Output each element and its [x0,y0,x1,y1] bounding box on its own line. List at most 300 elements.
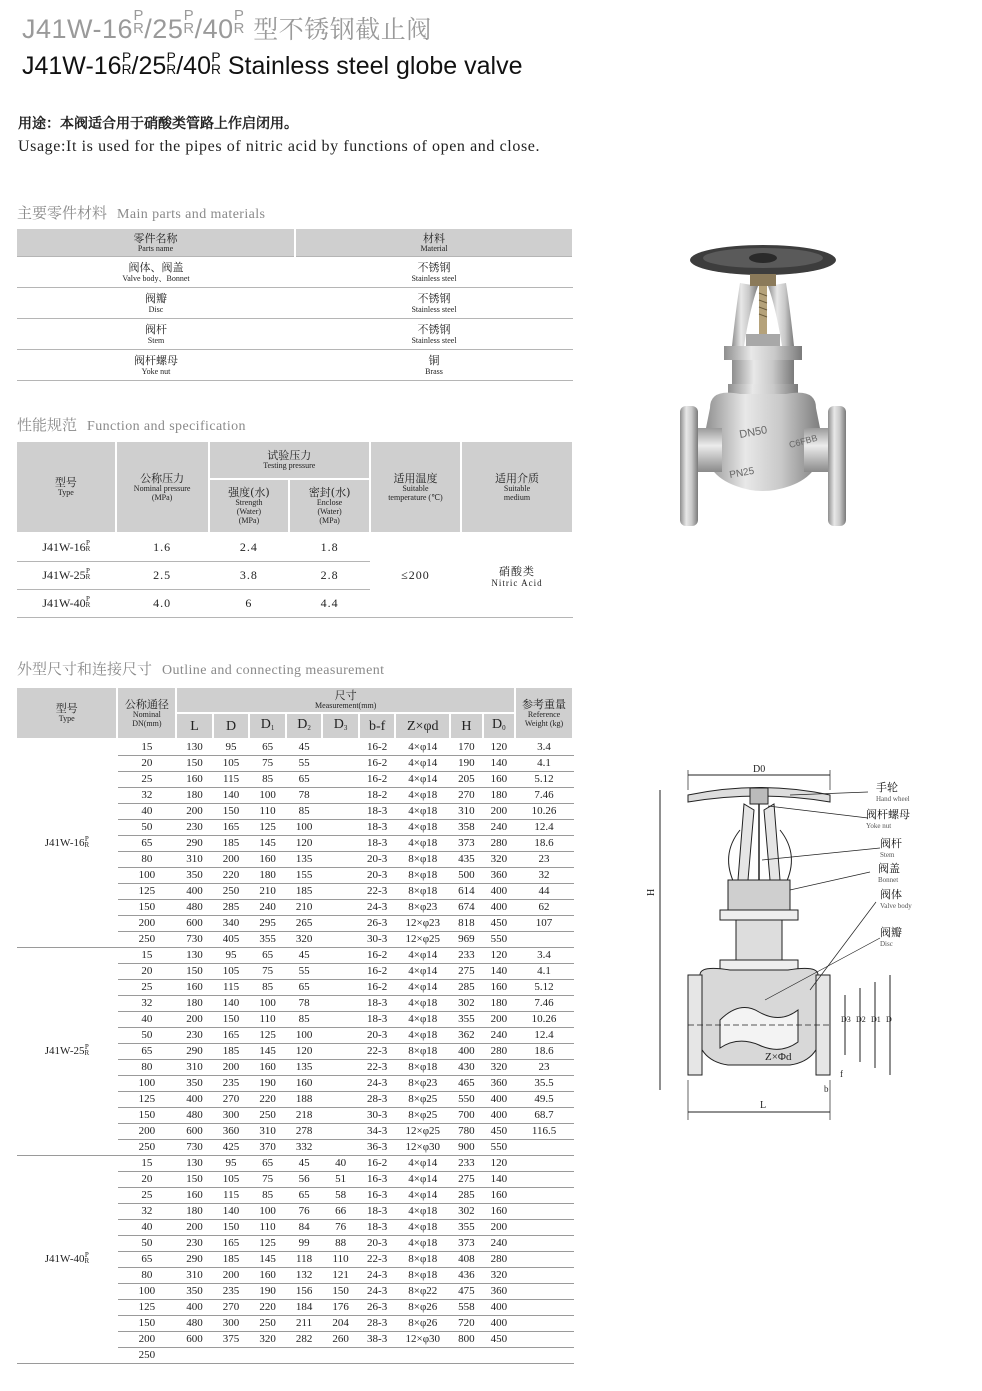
dims-cell: 16-2 [359,1156,396,1172]
dims-cell: 12.4 [515,820,573,836]
dims-cell: 99 [286,1236,323,1252]
dims-head-weight: 参考重量 Reference Weight (kg) [515,688,573,739]
dims-cell: 118 [286,1252,323,1268]
dims-cell: 180 [176,996,213,1012]
dims-cell: 100 [117,1284,176,1300]
dims-cell: 160 [176,980,213,996]
dims-cell: 8×φ25 [395,1092,450,1108]
dims-cell: 45 [286,1156,323,1172]
dims-row [17,739,573,756]
dims-cell: 4×φ18 [395,1028,450,1044]
parts-name-cn: 阀杆螺母 [134,353,178,367]
dims-cell: 180 [483,996,515,1012]
dims-cell: 674 [450,900,482,916]
type-pr-mark [85,1044,90,1056]
spec-seal-cell: 2.8 [289,562,370,590]
dims-cell: 190 [450,756,482,772]
dims-cell: 110 [322,1252,359,1268]
dims-cell: 150 [213,804,250,820]
dims-cell: 355 [249,932,286,948]
parts-material-cn: 不锈钢 [417,322,451,336]
usage-en: Usage:It is used for the pipes of nitric acid by functions of open and close. [18,138,541,155]
dims-cell: 20-3 [359,1028,396,1044]
dims-cell: 23 [515,1060,573,1076]
dims-cell: 180 [176,1204,213,1220]
dims-cell: 282 [286,1332,323,1348]
parts-material-cell [295,319,573,350]
dims-cell: 190 [249,1076,286,1092]
dims-cell: 85 [286,1012,323,1028]
dims-cell: 120 [483,1156,515,1172]
dims-cell: 18.6 [515,836,573,852]
parts-material-en: Stainless steel [411,304,457,314]
dims-cell: 140 [213,1204,250,1220]
dims-col-label: L [190,718,199,734]
dims-cell: 40 [117,1012,176,1028]
dims-cell: 400 [176,1092,213,1108]
dims-cell: 4×φ14 [395,1172,450,1188]
dims-cell: 8×φ26 [395,1300,450,1316]
dims-cell: 56 [286,1172,323,1188]
parts-name-cn: 阀体、阀盖 [128,260,184,274]
dims-table [17,688,574,1364]
dims-cell [322,739,359,756]
dims-cell: 38-3 [359,1332,396,1348]
dims-col-head [213,713,250,739]
dims-cell [515,1140,573,1156]
spec-seal-cell: 1.8 [289,533,370,562]
dims-cell [515,1172,573,1188]
dim-zd: Z×Φd [765,1051,792,1063]
dims-cell: 24-3 [359,1284,396,1300]
dims-cell: 55 [286,756,323,772]
dims-cell: 12×φ30 [395,1140,450,1156]
dims-cell: 4×φ18 [395,1236,450,1252]
dims-cell: 278 [286,1124,323,1140]
dims-cell: 8×φ18 [395,868,450,884]
dims-cell: 200 [213,852,250,868]
dims-cell: 400 [483,1092,515,1108]
dims-head-type: 型号 Type [17,688,117,739]
dims-cell: 78 [286,996,323,1012]
spec-head-strength: 强度(水) Strength (Water) (MPa) [209,479,290,533]
dims-cell: 200 [117,916,176,932]
dims-cell: 185 [286,884,323,900]
dims-cell: 360 [213,1124,250,1140]
dims-cell: 125 [249,1236,286,1252]
dims-cell: 302 [450,996,482,1012]
dims-cell [322,852,359,868]
dims-cell: 200 [213,1060,250,1076]
type-r: R [85,573,91,581]
spec-head-temp: 适用温度 Suitable temperature (℃) [370,442,461,533]
dims-cell: 240 [249,900,286,916]
dims-cell: 16-2 [359,964,396,980]
dims-cell [322,772,359,788]
dims-cell [322,884,359,900]
dims-cell: 78 [286,788,323,804]
dim-b: b [824,1084,829,1094]
dims-cell [322,756,359,772]
dims-cell: 730 [176,1140,213,1156]
label-stem: 阀杆 Stem [880,837,902,859]
dims-cell: 18-3 [359,1220,396,1236]
dims-cell: 285 [213,900,250,916]
dims-cell [322,1124,359,1140]
spec-pn-cell: 2.5 [116,562,209,590]
dims-cell: 480 [176,1108,213,1124]
dims-cell: 818 [450,916,482,932]
dims-cell: 200 [176,1012,213,1028]
dims-cell: 4×φ18 [395,836,450,852]
dims-cell: 900 [450,1140,482,1156]
dims-cell: 176 [322,1300,359,1316]
dims-cell: 4×φ18 [395,996,450,1012]
dims-cell: 24-3 [359,1076,396,1092]
dims-cell: 350 [176,1284,213,1300]
parts-material-cn: 不锈钢 [417,291,451,305]
dims-cell: 110 [249,804,286,820]
dims-cell: 75 [249,1172,286,1188]
parts-name-cell [17,319,295,350]
parts-material-en: Brass [425,366,443,376]
dims-cell: 500 [450,868,482,884]
dims-cell: 235 [213,1284,250,1300]
dims-cell [515,1268,573,1284]
dims-cell [515,1316,573,1332]
type-pr-mark [85,1252,90,1264]
dims-cell: 200 [483,1012,515,1028]
spec-head-seal: 密封(水) Enclose (Water) (MPa) [289,479,370,533]
dims-cell: 85 [286,804,323,820]
dims-cell: 140 [213,996,250,1012]
dims-cell: 4×φ14 [395,980,450,996]
dims-cell: 220 [249,1092,286,1108]
dims-col-sub: 3 [343,723,348,732]
dims-cell: 130 [176,1156,213,1172]
dims-cell: 20-3 [359,868,396,884]
dims-cell: 20 [117,964,176,980]
dims-cell: 15 [117,1156,176,1172]
dims-cell: 360 [483,1076,515,1092]
dims-cell: 50 [117,820,176,836]
spec-medium-en: Nitric Acid [491,578,543,588]
dims-cell: 145 [249,836,286,852]
dims-cell: 65 [286,772,323,788]
usage-cn: 用途：本阀适合用于硝酸类管路上作启闭用。 [18,116,298,132]
dims-cell [322,948,359,964]
dims-cell: 100 [286,1028,323,1044]
dims-cell: 250 [117,1348,176,1364]
dims-cell: 4×φ18 [395,820,450,836]
dims-cell: 400 [483,884,515,900]
dims-cell: 76 [322,1220,359,1236]
dims-cell: 290 [176,836,213,852]
dims-cell: 360 [483,868,515,884]
dims-cell: 105 [213,964,250,980]
dims-cell [515,1204,573,1220]
dims-cell: 32 [117,1204,176,1220]
dims-cell: 15 [117,739,176,756]
dims-cell: 400 [483,1108,515,1124]
dims-cell: 32 [515,868,573,884]
dim-f: f [840,1069,843,1079]
dims-cell: 8×φ18 [395,1060,450,1076]
dims-type-cell [17,1156,117,1364]
spec-medium-cn: 硝酸类 [499,565,536,578]
dims-cell: 18-3 [359,996,396,1012]
parts-name-cell [17,350,295,381]
dims-cell: 180 [176,788,213,804]
dims-cell: 780 [450,1124,482,1140]
dims-row [17,1156,573,1172]
parts-head-name: 零件名称 Parts name [17,229,295,257]
dims-cell [322,788,359,804]
dims-cell: 26-3 [359,916,396,932]
dims-cell: 285 [450,1188,482,1204]
dims-cell: 20 [117,756,176,772]
dims-cell: 66 [322,1204,359,1220]
dims-cell: 55 [286,964,323,980]
dims-cell: 8×φ25 [395,1108,450,1124]
spec-strength-cell: 6 [209,590,290,618]
dims-cell: 45 [286,948,323,964]
dims-cell: 218 [286,1108,323,1124]
dims-cell: 4.1 [515,964,573,980]
dims-cell: 320 [249,1332,286,1348]
dims-cell: 62 [515,900,573,916]
dims-cell: 16-2 [359,772,396,788]
dims-cell: 12×φ23 [395,916,450,932]
dims-cell [249,1348,286,1364]
dims-cell: 120 [286,1044,323,1060]
dims-cell: 250 [117,1140,176,1156]
dims-cell: 130 [176,948,213,964]
dims-cell: 100 [249,1204,286,1220]
dims-cell: 230 [176,1236,213,1252]
dims-cell: 16-3 [359,1188,396,1204]
dims-cell: 150 [117,1108,176,1124]
dims-cell: 65 [286,980,323,996]
dims-cell [322,1348,359,1364]
dims-cell [322,1108,359,1124]
dims-cell: 10.26 [515,1012,573,1028]
dims-cell: 360 [483,1284,515,1300]
dims-cell: 600 [176,1124,213,1140]
dims-cell: 480 [176,1316,213,1332]
dims-cell: 160 [249,852,286,868]
dims-cell: 100 [117,1076,176,1092]
dims-cell: 400 [176,1300,213,1316]
dim-h: H [646,888,657,896]
dims-cell: 40 [117,1220,176,1236]
dims-type-cell [17,948,117,1156]
dims-cell: 358 [450,820,482,836]
dims-cell: 4×φ18 [395,1012,450,1028]
spec-strength-cell: 2.4 [209,533,290,562]
spec-medium-cell [461,533,573,618]
dims-cell: 16-2 [359,739,396,756]
dims-cell: 310 [176,1060,213,1076]
dims-col-label: H [461,718,472,734]
dims-cell: 310 [249,1124,286,1140]
dims-cell [176,1348,213,1364]
type-p: P [86,595,90,603]
dims-cell: 120 [286,836,323,852]
dims-cell: 125 [117,884,176,900]
photo-pn-mark: PN25 [728,465,756,481]
dims-cell: 373 [450,836,482,852]
dims-cell: 150 [176,756,213,772]
dims-cell: 18-3 [359,820,396,836]
spec-row [17,533,573,562]
title-cn: J41W-16 P R /25 P R /40 P R 型不锈钢截止阀 [22,8,432,44]
dims-cell: 188 [286,1092,323,1108]
dims-cell: 75 [249,964,286,980]
label-disc: 阀瓣 Disc [880,926,902,948]
dims-cell: 150 [176,964,213,980]
type-pr-mark [86,568,91,580]
dims-cell [322,1076,359,1092]
dims-cell: 475 [450,1284,482,1300]
parts-head-material: 材料 Material [295,229,573,257]
dims-cell [322,1044,359,1060]
dims-cell: 22-3 [359,884,396,900]
dims-cell: 32 [117,788,176,804]
dims-cell: 68.7 [515,1108,573,1124]
dims-cell [322,1012,359,1028]
dims-cell: 40 [322,1156,359,1172]
dims-cell [322,916,359,932]
dims-cell: 240 [483,1028,515,1044]
dims-cell: 200 [483,804,515,820]
dims-cell: 115 [213,1188,250,1204]
dims-col-letter: D [297,716,308,732]
dims-cell: 22-3 [359,1060,396,1076]
dims-cell: 180 [249,868,286,884]
dims-cell: 107 [515,916,573,932]
parts-material-cn: 铜 [428,353,440,367]
dims-col-letter: D [260,716,271,732]
dims-cell: 450 [483,916,515,932]
dims-cell: 720 [450,1316,482,1332]
dims-col-head [450,713,482,739]
title-en: J41W-16 P R /25 P R /40 P R Stainless steel globe valve [22,50,523,80]
type-p: P [84,835,89,843]
dims-cell: 600 [176,916,213,932]
parts-material-cell [295,257,573,288]
dims-col-sub: 0 [502,723,506,732]
dims-cell: 220 [213,868,250,884]
dims-col-head [483,713,515,739]
dims-cell: 16-3 [359,1172,396,1188]
dims-cell: 233 [450,1156,482,1172]
dims-cell: 250 [249,1316,286,1332]
dims-cell: 4×φ14 [395,948,450,964]
dims-cell [515,1348,573,1364]
dims-cell: 12×φ25 [395,932,450,948]
dims-cell [322,868,359,884]
type-code: J41W-16 [42,540,86,554]
type-r: R [85,601,91,609]
dims-cell: 3.4 [515,739,573,756]
dims-col-head [395,713,450,739]
dims-cell: 26-3 [359,1300,396,1316]
dims-cell: 350 [176,868,213,884]
dims-cell: 65 [117,1252,176,1268]
type-code: J41W-40 [42,596,86,610]
dims-cell [483,1348,515,1364]
dims-cell: 300 [213,1108,250,1124]
dims-cell [322,1092,359,1108]
dims-cell [515,1300,573,1316]
dims-head-dn: 公称通径 Nominal DN(mm) [117,688,176,739]
dims-cell: 24-3 [359,1268,396,1284]
label-bonnet: 阀盖 Bonnet [878,862,900,884]
dims-cell: 280 [483,836,515,852]
dims-cell: 233 [450,948,482,964]
dims-cell: 184 [286,1300,323,1316]
dims-cell: 24-3 [359,900,396,916]
dims-cell [322,820,359,836]
dims-cell: 170 [450,739,482,756]
dims-cell: 16-2 [359,948,396,964]
dims-cell: 270 [213,1092,250,1108]
dims-cell: 408 [450,1252,482,1268]
dims-cell: 8×φ18 [395,1252,450,1268]
dims-col-sub: 2 [307,723,311,732]
dims-cell: 65 [286,1188,323,1204]
dims-cell: 160 [483,980,515,996]
dims-cell: 240 [483,820,515,836]
dims-cell [322,1060,359,1076]
dims-cell: 4×φ18 [395,1204,450,1220]
dims-cell: 550 [483,932,515,948]
dims-cell: 375 [213,1332,250,1348]
dims-col-head [359,713,396,739]
dims-cell: 32 [117,996,176,1012]
dim-d: D [886,1015,892,1024]
dims-cell: 135 [286,852,323,868]
dims-cell: 211 [286,1316,323,1332]
dims-cell: 8×φ18 [395,884,450,900]
type-p: P [84,1251,89,1259]
dims-cell [322,1028,359,1044]
dims-cell: 15 [117,948,176,964]
dims-cell: 180 [483,788,515,804]
dims-cell: 140 [483,1172,515,1188]
dims-cell: 30-3 [359,932,396,948]
dims-cell: 425 [213,1140,250,1156]
spec-head-type: 型号 Type [17,442,116,533]
dims-cell: 435 [450,852,482,868]
dims-cell: 220 [249,1300,286,1316]
dims-cell: 36-3 [359,1140,396,1156]
parts-material-cell [295,350,573,381]
dims-cell: 160 [483,1204,515,1220]
parts-name-en: Disc [148,304,164,314]
dims-cell: 210 [249,884,286,900]
dims-cell: 88 [322,1236,359,1252]
dims-cell: 200 [117,1124,176,1140]
dims-cell: 120 [483,739,515,756]
dims-cell: 22-3 [359,1252,396,1268]
dims-cell: 290 [176,1044,213,1060]
dims-cell: 600 [176,1332,213,1348]
type-r: R [84,1257,90,1265]
dims-cell: 290 [176,1252,213,1268]
dims-cell: 116.5 [515,1124,573,1140]
